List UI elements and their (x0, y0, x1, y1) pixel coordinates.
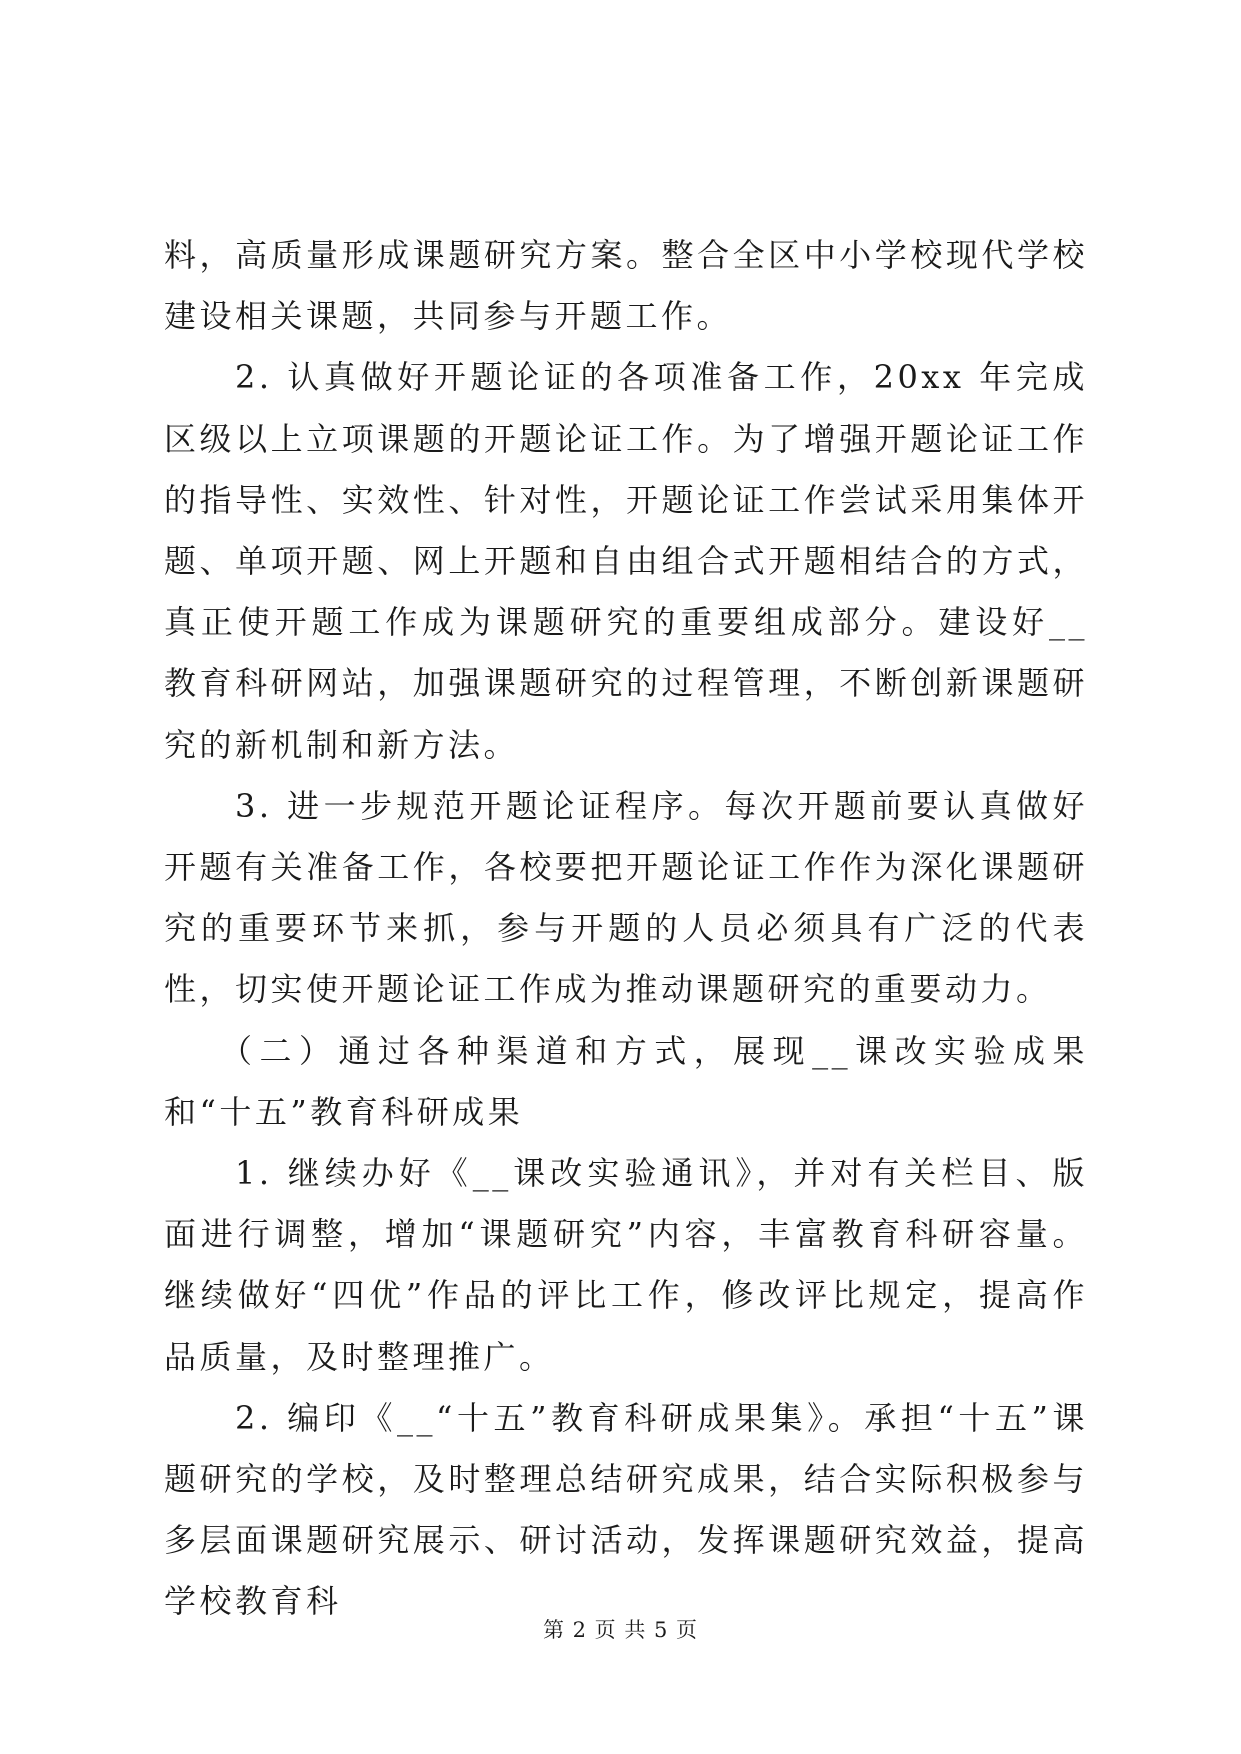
paragraph-sub-item-2: 2. 编印《__“十五”教育科研成果集》。承担“十五”课题研究的学校，及时整理总结研究成果，结合实际积极参与多层面课题研究展示、研讨活动，发挥课题研究效益，提高学校教育科 (164, 1398, 1088, 1621)
paragraph-continuation: 料，高质量形成课题研究方案。整合全区中小学校现代学校建设相关课题，共同参与开题工作。 (164, 236, 1088, 336)
document-body (164, 225, 1088, 1633)
paragraph-sub-item-1: 1. 继续办好《__课改实验通讯》，并对有关栏目、版面进行调整，增加“课题研究”内容，丰富教育科研容量。继续做好“四优”作品的评比工作，修改评比规定，提高作品质量，及时整理推广。 (164, 1154, 1088, 1376)
paragraph-item-2: 2. 认真做好开题论证的各项准备工作，20xx 年完成区级以上立项课题的开题论证工作。为了增强开题论证工作的指导性、实效性、针对性，开题论证工作尝试采用集体开题、单项开题、网上开题和自由组合式开题相结合的方式，真正使开题工作成为课题研究的重要组成部分。建设好__教育科研网站，加强课题研究的过程管理，不断创新课题研究的新机制和新方法。 (164, 358, 1088, 764)
page-number-footer: 第 2 页 共 5 页 (542, 1618, 699, 1642)
section-heading: （二）通过各种渠道和方式，展现__课改实验成果和“十五”教育科研成果 (164, 1031, 1088, 1131)
paragraph-item-3: 3. 进一步规范开题论证程序。每次开题前要认真做好开题有关准备工作，各校要把开题论证工作作为深化课题研究的重要环节来抓，参与开题的人员必须具有广泛的代表性，切实使开题论证工作成为推动课题研究的重要动力。 (164, 786, 1088, 1009)
